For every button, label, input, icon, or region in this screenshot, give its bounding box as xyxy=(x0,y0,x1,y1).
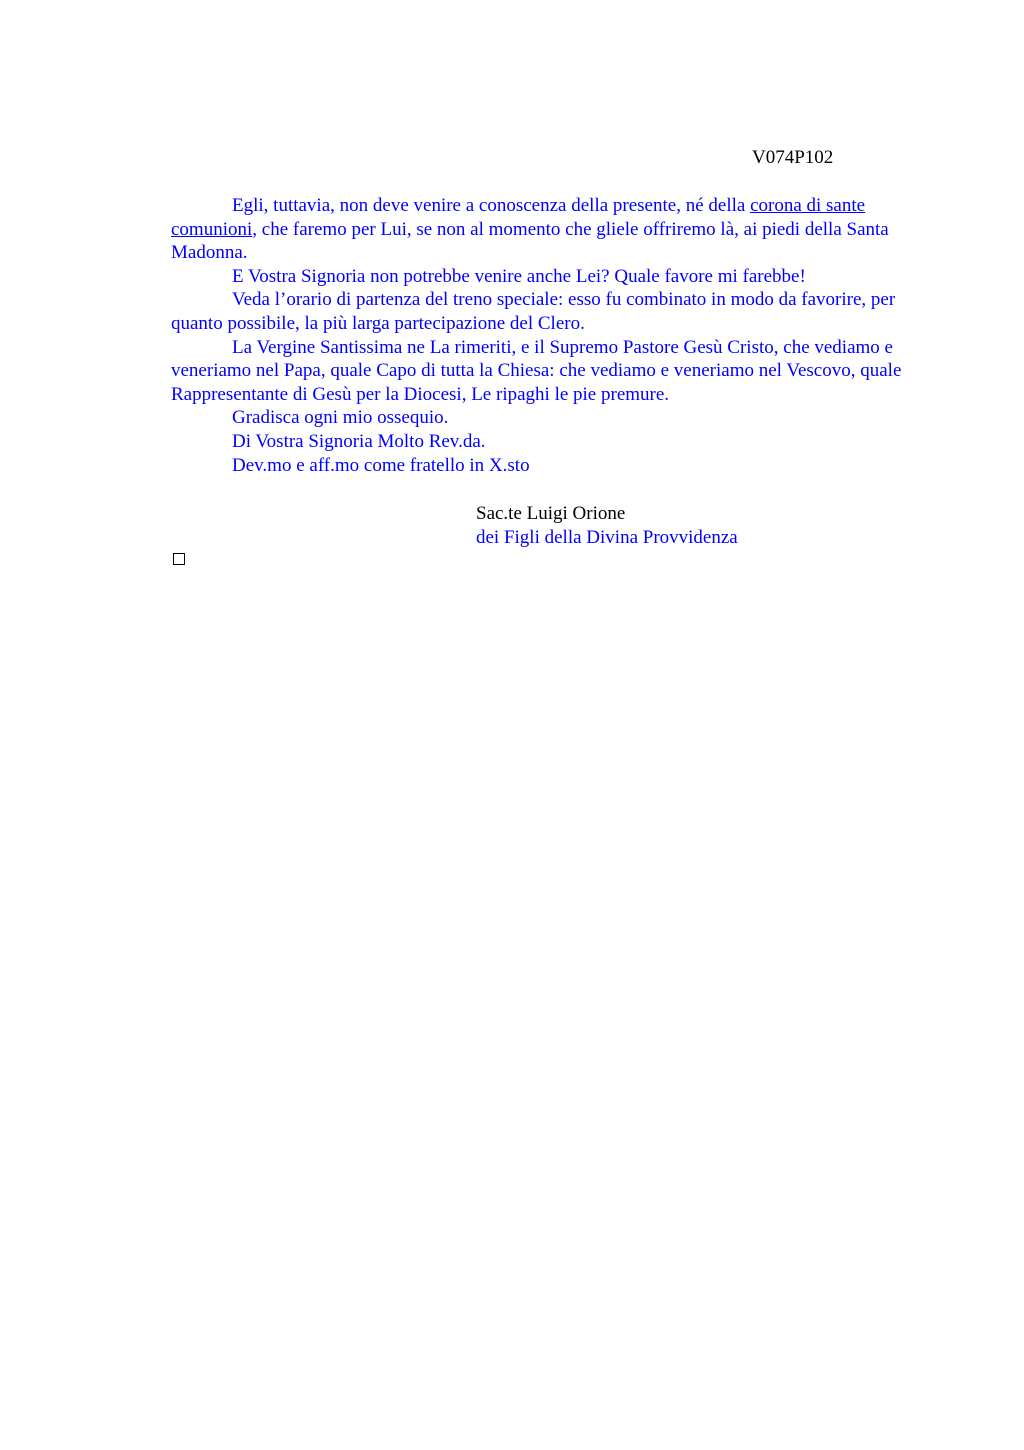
end-marker-square-icon xyxy=(173,553,185,565)
signature-order: dei Figli della Divina Provvidenza xyxy=(476,526,738,548)
underlined-phrase-part-1: corona di sante xyxy=(750,195,866,216)
signature-block xyxy=(476,502,738,549)
page-code: V074P102 xyxy=(752,147,834,168)
paragraph-5: Gradisca ogni mio ossequio. xyxy=(232,407,449,429)
paragraph-6: Di Vostra Signoria Molto Rev.da. xyxy=(232,430,486,452)
paragraph-3: Veda l’orario di partenza del treno speciale: esso fu combinato in modo da favorire, per quanto possibile, la più larga partecipazione del Clero. xyxy=(171,289,896,334)
letter-body xyxy=(171,194,931,477)
paragraph-1-text-end: , che faremo per Lui, se non al momento che gliele offriremo là, ai piedi della Santa Madonna. xyxy=(171,218,889,264)
paragraph-4: La Vergine Santissima ne La rimeriti, e il Supremo Pastore Gesù Cristo, che vediamo e veneriamo nel Papa, quale Capo di tutta la Chiesa: che vediamo e veneriamo nel Vescovo, quale Rappresentante di Gesù per la Diocesi, Le ripaghi le pie premure. xyxy=(171,336,902,405)
signature-name: Sac.te Luigi Orione xyxy=(476,503,626,524)
paragraph-1-text-start: Egli, tuttavia, non deve venire a conoscenza della presente, né della xyxy=(232,195,751,216)
paragraph-7: Dev.mo e aff.mo come fratello in X.sto xyxy=(232,454,530,476)
paragraph-1-line-1 xyxy=(171,194,931,218)
underlined-phrase-part-2: comunioni xyxy=(171,218,253,240)
paragraph-1-continuation xyxy=(171,218,931,265)
paragraph-2: E Vostra Signoria non potrebbe venire anche Lei? Quale favore mi farebbe! xyxy=(232,265,806,287)
